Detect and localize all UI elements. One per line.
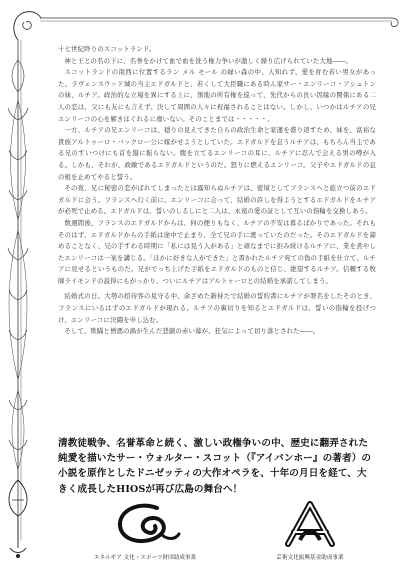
synopsis-paragraph: 結婚式の日。大勢の招待客の見守る中、余ざめた新持たで結婚の誓約書にルチアが署名をしたそのとき、フランスにいるはずのエドガルドが現れる。ルチアの裏切りを知るとエドガルドは、誓いの指輪を投げつけ、エンリーコに決闘を申し込む。: [58, 292, 376, 324]
energia-caption: エネルギア 文化・スポーツ財団助成事業: [93, 555, 197, 561]
synopsis-paragraph: 十七世紀終りのスコットランド。: [58, 45, 156, 53]
synopsis-paragraph: 一方、ルチアの兄エンリーコは、穏りの見えてきた自らの政治生命と家運を盛り返すため、妹を、富裕な貴族アルトゥーロ・バックロー公に嫁がせようとしていた。エドガルドを息うルチアは、もちろん当主である兄のすいつけにも首を縦に振らない。腹を立てるエンリーコの耳に、ルチアに忍んで会える男の噂が入る。しかも、それが、政敵であるエドガルドというのだ。怒りに燃えるエンリーコ。父子やエドガルドの息の根を止めてやると誓う。: [58, 126, 376, 181]
synopsis-paragraph: スコットランドの南西に位置するラン メル モール の緑い森の中、人知れず、愛を育む若い男女があった。ラヴェンスウッド城の当主エドガルドと、若くして大臣職にある時ん家サー・エンリーコ・アシュトンの妹、ルチア。政治的な立場を異にする上に、領地の所有権を巡って、先代からの長い因縁の関係にある二人の恋は、父にも友にも言えず、決して周囲の人々に祝福されることはない。しかし、いつかはルチアの兄エンリーコの心を解きほぐれるに違いない。そのことまでは・・・・・。: [58, 68, 376, 123]
sponsor-logos: [60, 500, 380, 570]
synopsis-paragraph: そして、欺瞞と憎悪の渦が生んだ悲劇の赤い幕が、狂気によって切り落とされた――。: [64, 327, 320, 336]
synopsis-paragraph: その夜、兄に秘密の恋がばれてしまったとは露知らぬルチアは、密境としてフランスへと旅立つ前のエドガルドに会う。フランスへ行く前に、エンリーコに会って、結婚の許しを得ようとするエドガルドをルチアが必死で止める。エドガルドは、誓いのしるしにと二人は、永遠の愛の証として互いの指輪を交換しあう。: [58, 184, 376, 216]
synopsis-paragraph: 神と王との名の下に、名誉をかけて血で血を洗う権力争いが激しく繰り広げられていた大地――。: [64, 56, 353, 65]
promo-lead-text: 清教徒戦争、名誉革命と続く、激しい政権争いの中、歴史に翻弄された純愛を描いたサー・ウォルター・スコット（『アイバンホー』の著者）の小説を原作としたドニゼッティの大作オペラを、十年の月日を経て、大きく成長したHIOSが再び広島の舞台へ！: [58, 438, 372, 495]
synopsis-paragraph: 数週間後、フランスのエドガルドからは、何の便りもなく、ルチアの不安は募るばかりであった。それもそのはず、エドガルドからの手紙は途中で止まり、全て兄の手に渡っていたのだった。そのエドガルドを諦めることなく、兄の手すわる時期に「私には見う人がある」と頑なまでに拒み続けるルチアに、業を煮やしたエンリーコは一案を講じる。「ほかに好きな人ができた」と書かれたルチア宛ての偽の手紙を仕立て、ルチアに見せるというものだ。兄がでっち上げた手紙をエドガルドのものと信じ、絶望するルチア。信頼する牧師ライモンドの説得にもがっかり、ついにルチアはアルトゥーロとの結婚を承諾してしまう。: [58, 218, 376, 285]
story-synopsis: [58, 44, 376, 338]
energia-swirl-icon: [105, 500, 185, 548]
arts-fund-knot-icon: [280, 500, 340, 548]
arts-fund-logo: [245, 500, 375, 562]
arts-fund-caption: 芸術文化振興基金助成事業: [276, 555, 344, 561]
energia-foundation-logo: [80, 500, 210, 562]
